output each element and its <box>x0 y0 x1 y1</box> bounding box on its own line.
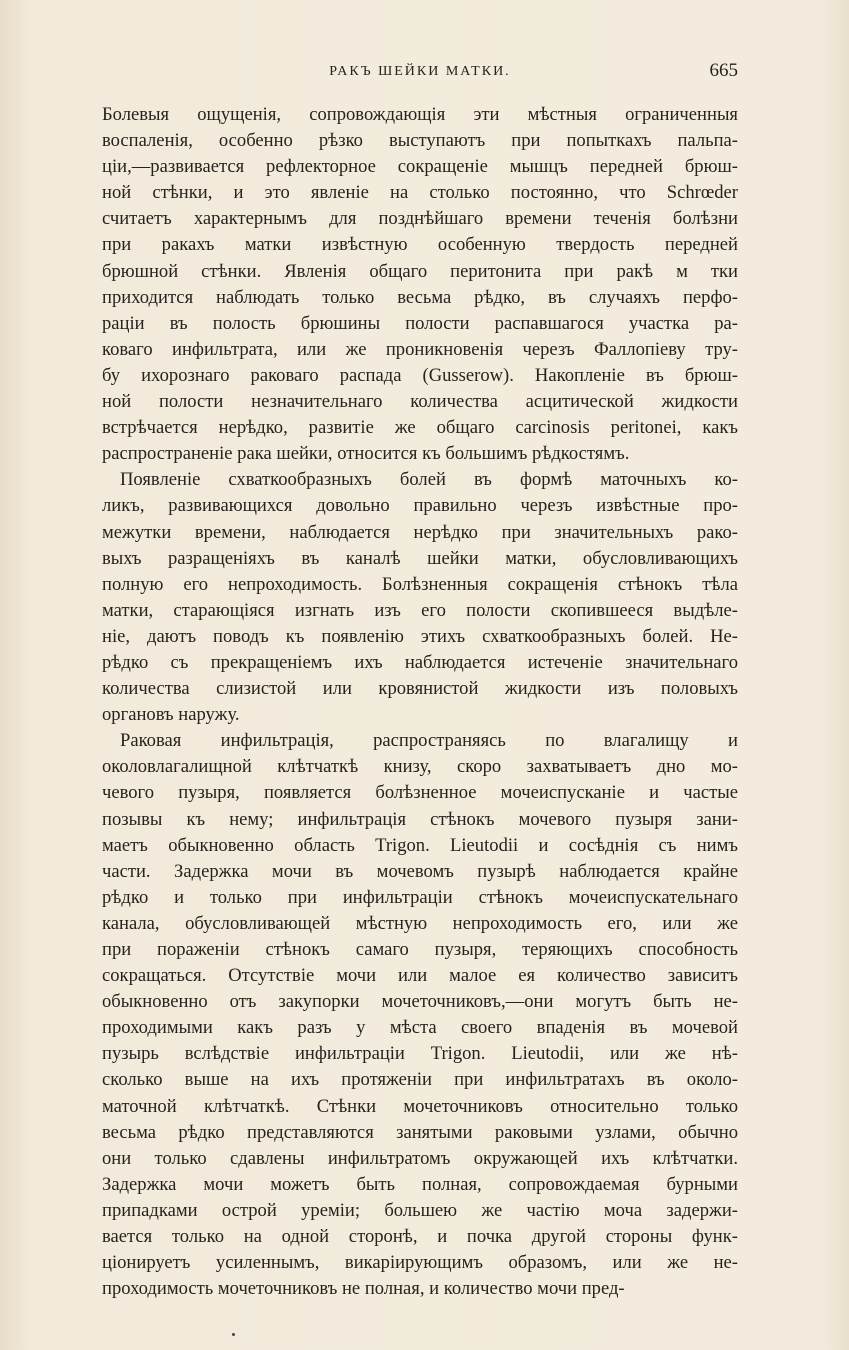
text-line: ной стѣнки, и это явленіе на столько постоянно, что Schrœder <box>102 182 738 204</box>
text-line: при пораженіи стѣнокъ самаго пузыря, теряющихъ способность <box>102 939 738 960</box>
text-line: маетъ обыкновенно область Trigon. Lieutodii и сосѣднія съ нимъ <box>102 834 738 856</box>
text-line: канала, обусловливающей мѣстную непроходимость его, или же <box>102 912 738 934</box>
text-line: весьма рѣдко представляются занятыми раковыми узлами, обычно <box>102 1121 738 1143</box>
text-line: межутки времени, наблюдается нерѣдко при значительныхъ рако- <box>102 521 738 543</box>
text-line: встрѣчается нерѣдко, развитіе же общаго carcinosis peritonei, какъ <box>102 417 738 439</box>
text-line: распространеніе рака шейки, относится къ большимъ рѣдкостямъ. <box>102 443 630 465</box>
text-line: вается только на одной сторонѣ, и почка другой стороны функ- <box>102 1226 738 1248</box>
running-head <box>102 60 738 90</box>
text-line: припадками острой уреміи; большею же частію моча задержи- <box>102 1199 738 1221</box>
text-line: части. Задержка мочи въ мочевомъ пузырѣ наблюдается крайне <box>102 860 738 882</box>
text-line: ціонируетъ усиленнымъ, викаріирующимъ образомъ, или же не- <box>102 1252 738 1274</box>
text-line: околовлагалищной клѣтчаткѣ книзу, скоро захватываетъ дно мо- <box>102 756 738 778</box>
text-line: пузырь вслѣдствіе инфильтраціи Trigon. Lieutodii, или же нѣ- <box>102 1043 738 1065</box>
text-line: приходится наблюдать только весьма рѣдко, въ случаяхъ перфо- <box>102 286 738 308</box>
text-line: раціи въ полость брюшины полости распавшагося участка ра- <box>102 312 738 334</box>
text-line: ніе, даютъ поводъ къ появленію этихъ схваткообразныхъ болей. Не- <box>102 625 738 647</box>
text-line: проходимыми какъ разъ у мѣста своего впаденія въ мочевой <box>102 1017 738 1039</box>
text-line: они только сдавлены инфильтратомъ окружающей ихъ клѣтчатки. <box>102 1147 738 1169</box>
text-line: ликъ, развивающихся довольно правильно черезъ извѣстные про- <box>102 495 738 517</box>
text-line: ціи,—развивается рефлекторное сокращеніе мышцъ передней брюш- <box>102 156 738 178</box>
body-text <box>102 102 738 1302</box>
text-line: рѣдко съ прекращеніемъ ихъ наблюдается истеченіе значительнаго <box>102 651 738 673</box>
text-line: позывы къ нему; инфильтрація стѣнокъ мочевого пузыря зани- <box>102 808 738 830</box>
page-number: 665 <box>709 60 738 81</box>
text-line: маточной клѣтчаткѣ. Стѣнки мочеточниковъ относительно только <box>102 1095 738 1117</box>
text-line: коваго инфильтрата, или же проникновенія черезъ Фаллопіеву тру- <box>102 338 738 360</box>
text-line: рѣдко и только при инфильтраціи стѣнокъ мочеиспускательнаго <box>102 886 738 908</box>
print-speck <box>232 1333 235 1336</box>
text-line: Появленіе схваткообразныхъ болей въ формѣ маточныхъ ко- <box>120 469 738 491</box>
text-line: матки, старающіяся изгнать изъ его полости скопившееся выдѣле- <box>102 599 738 621</box>
text-line: считаетъ характернымъ для позднѣйшаго времени теченія болѣзни <box>102 208 738 230</box>
text-line: Задержка мочи можетъ быть полная, сопровождаемая бурными <box>102 1173 738 1195</box>
text-line: сколько выше на ихъ протяженіи при инфильтратахъ въ около- <box>102 1069 738 1091</box>
text-line: проходимость мочеточниковъ не полная, и количество мочи пред- <box>102 1278 625 1300</box>
text-line: выхъ разращеніяхъ въ каналѣ шейки матки, обусловливающихъ <box>102 547 738 569</box>
running-head-title: РАКЪ ШЕЙКИ МАТКИ. <box>329 64 511 79</box>
text-line: чевого пузыря, появляется болѣзненное мочеиспусканіе и частые <box>102 782 738 804</box>
text-line: полную его непроходимость. Болѣзненныя сокращенія стѣнокъ тѣла <box>102 573 738 595</box>
text-line: сокращаться. Отсутствіе мочи или малое ея количество зависитъ <box>102 965 738 987</box>
text-line: воспаленія, особенно рѣзко выступаютъ при попыткахъ пальпа- <box>102 130 738 152</box>
text-line: количества слизистой или кровянистой жидкости изъ половыхъ <box>102 678 738 700</box>
text-line: органовъ наружу. <box>102 704 240 726</box>
text-line: Раковая инфильтрація, распространяясь по влагалищу и <box>120 730 738 752</box>
text-line: Болевыя ощущенія, сопровождающія эти мѣстныя ограниченныя <box>102 104 738 125</box>
text-line: обыкновенно отъ закупорки мочеточниковъ,—они могутъ быть не- <box>102 991 738 1013</box>
text-line: брюшной стѣнки. Явленія общаго перитонита при ракѣ м тки <box>102 260 738 282</box>
text-line: при ракахъ матки извѣстную особенную твердость передней <box>102 234 738 256</box>
text-line: бу ихорознаго раковаго распада (Gusserow). Накопленіе въ брюш- <box>102 364 738 386</box>
text-line: ной полости незначительнаго количества асцитической жидкости <box>102 391 738 413</box>
